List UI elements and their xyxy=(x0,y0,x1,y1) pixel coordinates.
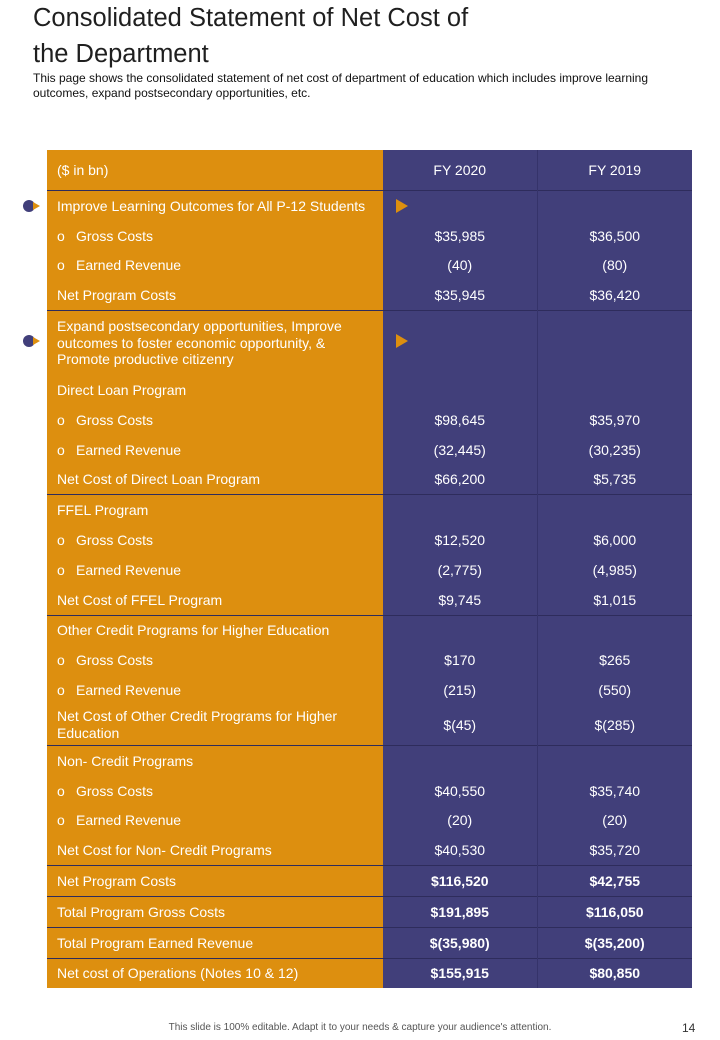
row-label: Net Cost of Direct Loan Program xyxy=(47,465,383,495)
table-row xyxy=(47,585,692,615)
table-row xyxy=(47,615,692,645)
table-row xyxy=(47,435,692,465)
table-header-row xyxy=(47,150,692,191)
value-cell: $35,740 xyxy=(537,776,692,806)
table-row xyxy=(47,745,692,775)
value-cell: $12,520 xyxy=(383,525,537,555)
total-row xyxy=(47,896,692,927)
table-row xyxy=(47,776,692,806)
value-cell: (20) xyxy=(383,806,537,836)
bullet-icon: o xyxy=(57,561,65,578)
bullet-icon: o xyxy=(57,682,65,699)
value-cell: $191,895 xyxy=(383,896,537,927)
row-label: Earned Revenue xyxy=(76,812,182,829)
value-cell: $155,915 xyxy=(383,958,537,988)
row-label: Net Cost of Other Credit Programs for Higher Education xyxy=(57,708,338,741)
table-row xyxy=(47,405,692,435)
table-row xyxy=(47,465,692,495)
bullet-icon: o xyxy=(57,812,65,829)
row-label: Gross Costs xyxy=(76,532,154,549)
table-row xyxy=(47,251,692,281)
value-cell: $35,985 xyxy=(383,221,537,251)
page-title: Consolidated Statement of Net Cost of the Department xyxy=(33,4,469,68)
value-cell: $(285) xyxy=(537,705,692,746)
bullet-icon: o xyxy=(57,532,65,549)
value-cell: $265 xyxy=(537,645,692,675)
row-label: Earned Revenue xyxy=(76,561,182,578)
row-label: Total Program Earned Revenue xyxy=(47,927,383,958)
section-title: Expand postsecondary opportunities, Improve outcomes to foster economic opportunity, & Promote productive citizenry xyxy=(57,318,342,368)
bullet-icon: o xyxy=(57,227,65,244)
value-cell: $(35,200) xyxy=(537,927,692,958)
row-label: Earned Revenue xyxy=(76,682,182,699)
value-cell: $1,015 xyxy=(537,585,692,615)
row-label: Earned Revenue xyxy=(76,257,182,274)
row-label: Gross Costs xyxy=(76,227,154,244)
value-cell: $116,050 xyxy=(537,896,692,927)
value-cell: $42,755 xyxy=(537,866,692,897)
table-row xyxy=(47,675,692,705)
row-label: Gross Costs xyxy=(76,782,154,799)
table-row xyxy=(47,495,692,525)
footer-note: This slide is 100% editable. Adapt it to your needs & capture your audience's attention. xyxy=(168,1022,552,1033)
value-cell: (4,985) xyxy=(537,555,692,585)
page-number: 14 xyxy=(682,1021,696,1035)
value-cell: $35,720 xyxy=(537,835,692,865)
value-cell: (550) xyxy=(537,675,692,705)
value-cell: $35,945 xyxy=(383,280,537,310)
value-cell: (2,775) xyxy=(383,555,537,585)
table-row xyxy=(47,221,692,251)
total-row xyxy=(47,866,692,897)
value-cell: (32,445) xyxy=(383,435,537,465)
subsection-title: Non- Credit Programs xyxy=(47,745,383,775)
bullet-icon: o xyxy=(57,257,65,274)
table-row xyxy=(47,835,692,865)
value-cell: $35,970 xyxy=(537,405,692,435)
subsection-title: Other Credit Programs for Higher Education xyxy=(47,615,383,645)
value-cell: $(35,980) xyxy=(383,927,537,958)
total-row xyxy=(47,927,692,958)
row-label: Net Program Costs xyxy=(47,866,383,897)
row-label: Gross Costs xyxy=(76,411,154,428)
units-label: ($ in bn) xyxy=(47,150,383,191)
row-label: Net Cost of FFEL Program xyxy=(47,585,383,615)
table-row xyxy=(47,705,692,746)
value-cell: $(45) xyxy=(383,705,537,746)
table-row xyxy=(47,375,692,405)
row-label: Total Program Gross Costs xyxy=(47,896,383,927)
row-label: Net Cost for Non- Credit Programs xyxy=(47,835,383,865)
value-cell: $40,530 xyxy=(383,835,537,865)
value-cell: (40) xyxy=(383,251,537,281)
table-row xyxy=(47,555,692,585)
triangle-right-icon xyxy=(396,199,408,213)
value-cell: $36,420 xyxy=(537,280,692,310)
page-subtitle: This page shows the consolidated statement of net cost of department of education which includes improve learning outcomes, expand postsecondary opportunities, etc. xyxy=(33,71,649,100)
table-row xyxy=(47,311,692,376)
value-cell: $6,000 xyxy=(537,525,692,555)
value-cell: $5,735 xyxy=(537,465,692,495)
value-cell: $36,500 xyxy=(537,221,692,251)
triangle-right-icon xyxy=(33,202,40,210)
triangle-right-icon xyxy=(33,337,40,345)
bullet-icon: o xyxy=(57,411,65,428)
value-cell: $170 xyxy=(383,645,537,675)
table-row xyxy=(47,191,692,221)
net-cost-table xyxy=(47,150,692,988)
year-header-2: FY 2019 xyxy=(537,150,692,191)
table-row xyxy=(47,525,692,555)
value-cell: (30,235) xyxy=(537,435,692,465)
value-cell: (80) xyxy=(537,251,692,281)
total-row xyxy=(47,958,692,988)
table-row xyxy=(47,806,692,836)
row-label: Gross Costs xyxy=(76,652,154,669)
row-label: Earned Revenue xyxy=(76,441,182,458)
value-cell: $80,850 xyxy=(537,958,692,988)
value-cell: $40,550 xyxy=(383,776,537,806)
value-cell: $98,645 xyxy=(383,405,537,435)
row-label: Net Program Costs xyxy=(47,280,383,310)
subsection-title: Direct Loan Program xyxy=(47,375,383,405)
year-header-1: FY 2020 xyxy=(383,150,537,191)
value-cell: (20) xyxy=(537,806,692,836)
table-row xyxy=(47,645,692,675)
value-cell: $116,520 xyxy=(383,866,537,897)
value-cell: $9,745 xyxy=(383,585,537,615)
triangle-right-icon xyxy=(396,334,408,348)
bullet-icon: o xyxy=(57,652,65,669)
table-row xyxy=(47,280,692,310)
bullet-icon: o xyxy=(57,782,65,799)
row-label: Net cost of Operations (Notes 10 & 12) xyxy=(47,958,383,988)
value-cell: $66,200 xyxy=(383,465,537,495)
bullet-icon: o xyxy=(57,441,65,458)
value-cell: (215) xyxy=(383,675,537,705)
subsection-title: FFEL Program xyxy=(47,495,383,525)
section-title: Improve Learning Outcomes for All P-12 Students xyxy=(47,191,383,221)
